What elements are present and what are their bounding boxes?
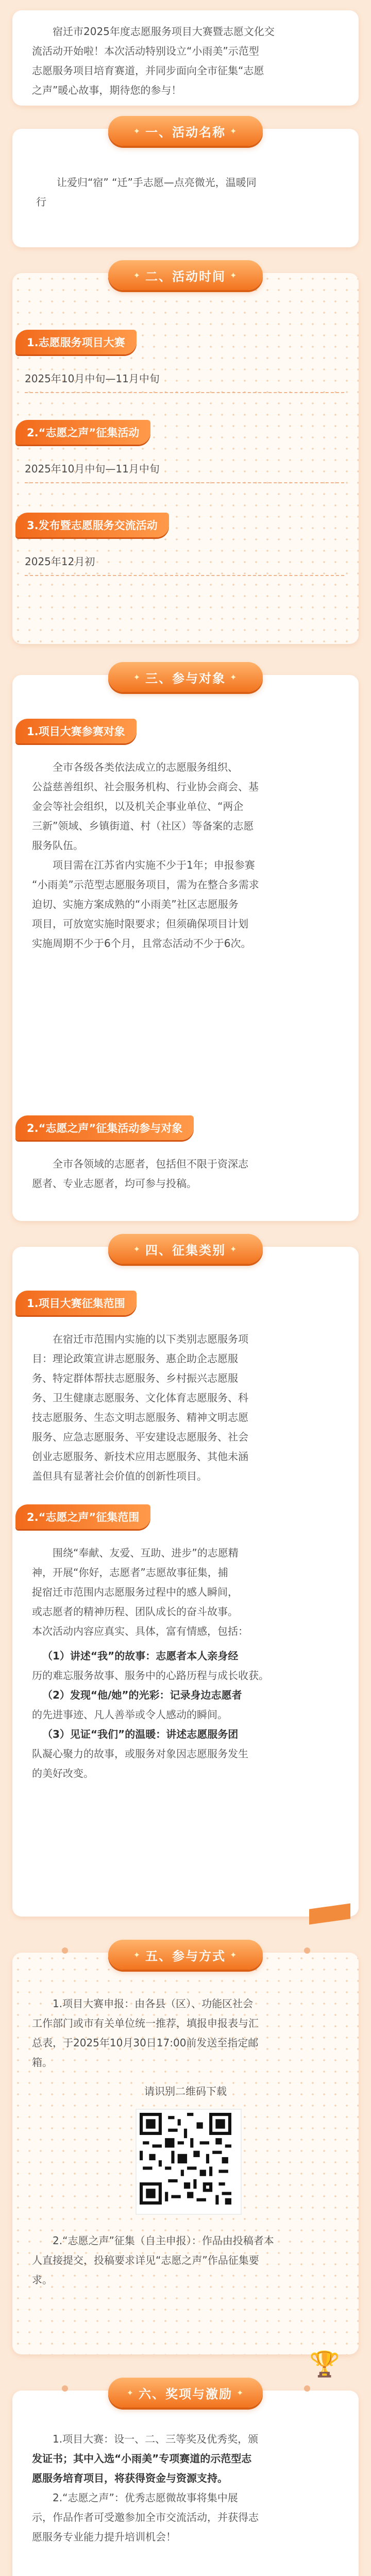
categories-tag-contest: 1.项目大赛征集范围 bbox=[15, 1291, 137, 1315]
qr-code-icon[interactable] bbox=[137, 2110, 241, 2214]
categories-voice-points: （1）讲述“我”的故事：志愿者本人亲身经 历的难忘服务故事、服务中的心路历程与成长收获。 （2）发现“他/她”的光彩：记录身边志愿者 的先进事迹、凡人善举或令人感动的瞬间。 （3）见证“我们”的温暖：讲述志愿服务团 队凝心聚力的故事，或服务对象因志愿服务发生 的美好改变。 bbox=[32, 1650, 269, 1780]
categories-voice-text: 围绕“奉献、友爱、互助、进步”的志愿精 神，开展“你好，志愿者”志愿故事征集，捕 捉宿迁市范围内志愿服务过程中的感人瞬间， 或志愿者的精神历程、团队成长的奋斗故事。 本次活动内容应真实、具体，富有情感，包括： bbox=[32, 1547, 248, 1637]
star-icon: ✦ bbox=[126, 2387, 134, 2398]
binder-ring bbox=[304, 2385, 310, 2392]
time-tag-contest: 1.志愿服务项目大赛 bbox=[15, 330, 137, 354]
star-icon: ✦ bbox=[133, 1244, 141, 1254]
activity-name-text: 让爱归“宿” “迁”手志愿—点亮微光，温暖同 行 bbox=[36, 176, 257, 208]
time-tag-release: 3.发布暨志愿服务交流活动 bbox=[15, 513, 169, 537]
star-icon: ✦ bbox=[230, 270, 238, 280]
star-icon: ✦ bbox=[133, 126, 141, 136]
star-icon: ✦ bbox=[230, 1950, 238, 1960]
time-row-contest: 2025年10月中旬—11月中旬 bbox=[25, 363, 344, 393]
intro-text: 宿迁市2025年度志愿服务项目大赛暨志愿文化交 流活动开始啦！本次活动特别设立“小雨美”示范型 志愿服务项目培育赛道，并同步面向全市征集“志愿 之声”暖心故事，期待您的参与！ bbox=[32, 25, 275, 96]
section-heading: ✦ 一、活动名称 ✦ bbox=[108, 116, 263, 146]
section-heading: ✦ 二、活动时间 ✦ bbox=[108, 260, 263, 290]
star-icon: ✦ bbox=[133, 270, 141, 280]
participants-tag-contest: 1.项目大赛参赛对象 bbox=[15, 719, 137, 743]
section-heading: ✦ 四、征集类别 ✦ bbox=[108, 1234, 263, 1264]
participants-voice-text: 全市各领域的志愿者，包括但不限于资深志 愿者、专业志愿者，均可参与投稿。 bbox=[32, 1158, 248, 1190]
section-heading: ✦ 六、奖项与激励 ✦ bbox=[108, 2378, 263, 2408]
section-heading: ✦ 五、参与方式 ✦ bbox=[108, 1940, 263, 1970]
awards-text: 1.项目大赛：设一、二、三等奖及优秀奖，颁 发证书；其中入选“小雨美”专项赛道的示范型志 愿服务培育项目，将获得资金与资源支持。 2.“志愿之声”：优秀志愿微故事将集中展 示，作品作者可受邀参加全市交流活动，并获得志 愿服务专业能力提升培训机会！ bbox=[32, 2433, 259, 2543]
participation-contest-text: 1.项目大赛申报：由各县（区）、功能区社会 工作部门或市有关单位统一推荐，填报申报表与汇 总表，于2025年10月30日17:00前发送至指定邮 箱。 bbox=[32, 1997, 259, 2069]
binder-ring bbox=[62, 1947, 68, 1954]
star-icon: ✦ bbox=[230, 1244, 238, 1254]
binder-ring bbox=[304, 1947, 310, 1954]
binder-ring bbox=[62, 2385, 68, 2392]
time-row-voice: 2025年10月中旬—11月中旬 bbox=[25, 453, 344, 483]
star-icon: ✦ bbox=[133, 1950, 141, 1960]
time-tag-voice: 2.“志愿之声”征集活动 bbox=[15, 420, 150, 445]
participants-tag-voice: 2.“志愿之声”征集活动参与对象 bbox=[15, 1115, 194, 1140]
qr-code-graphic bbox=[140, 2113, 231, 2205]
trophy-icon: 🏆 bbox=[309, 2350, 340, 2379]
star-icon: ✦ bbox=[133, 672, 141, 682]
participation-voice-text: 2.“志愿之声”征集（自主申报）：作品由投稿者本 人直接提交，投稿要求详见“志愿之声”作品征集要 求。 bbox=[32, 2234, 274, 2286]
qr-caption: 请识别二维码下载 bbox=[144, 2085, 227, 2097]
participants-contest-text: 全市各级各类依法成立的志愿服务组织、 公益慈善组织、社会服务机构、行业协会商会、基 金会等社会组织，以及机关企事业单位、“两企 三新”领域、乡镇街道、村（社区）等备案的志愿 服务队伍。 项目需在江苏省内实施不少于1年；申报参赛 “小雨美”示范型志愿服务项目，需为在整合多需求 迫切、实施方案成熟的“小雨美”社区志愿服务 项目，可放宽实施时限要求；但须确保项目计划 实施周期不少于6个月，且常态活动不少于6次。 bbox=[32, 761, 259, 950]
star-icon: ✦ bbox=[230, 672, 238, 682]
time-row-release: 2025年12月初 bbox=[25, 546, 344, 576]
star-icon: ✦ bbox=[230, 126, 238, 136]
star-icon: ✦ bbox=[237, 2387, 245, 2398]
categories-contest-text: 在宿迁市范围内实施的以下类别志愿服务项 目：理论政策宣讲志愿服务、惠企助企志愿服 务、特定群体帮扶志愿服务、乡村振兴志愿服 务、卫生健康志愿服务、文化体育志愿服务、科 技志愿服务、生态文明志愿服务、精神文明志愿 服务、应急志愿服务、平安建设志愿服务、社会 创业志愿服务、新技术应用志愿服务、其他未涵 盖但具有显著社会价值的创新性项目。 bbox=[32, 1333, 248, 1482]
section-heading: ✦ 三、参与对象 ✦ bbox=[108, 662, 263, 692]
categories-tag-voice: 2.“志愿之声”征集范围 bbox=[15, 1504, 150, 1529]
